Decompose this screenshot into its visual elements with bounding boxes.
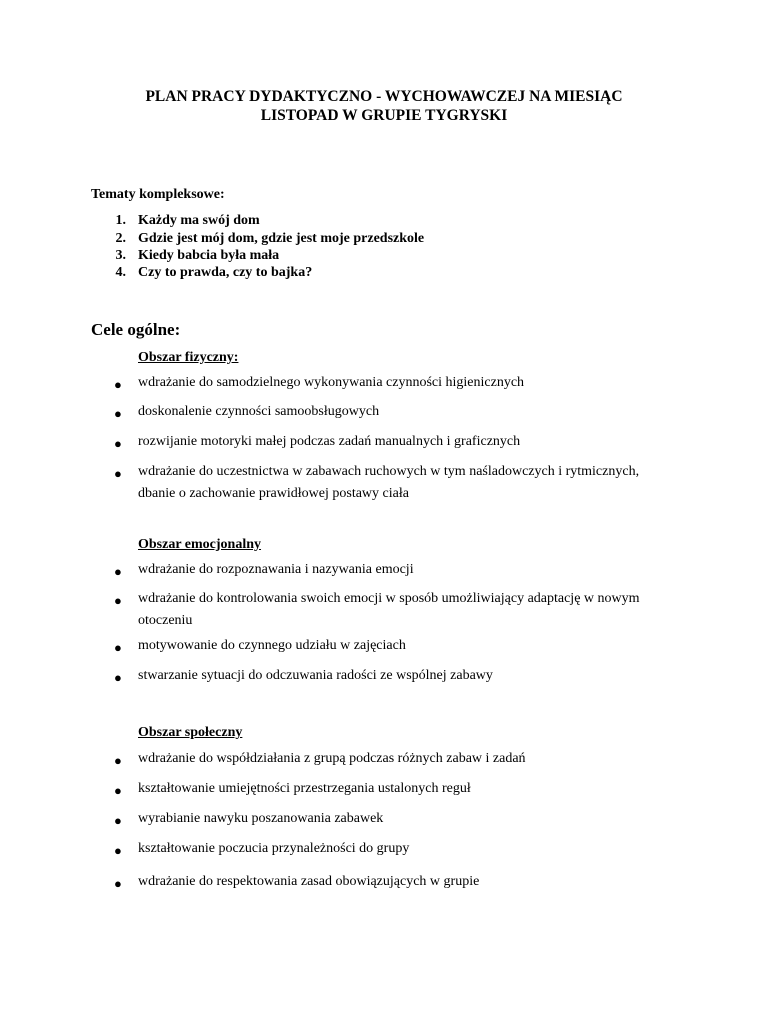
topic-number: 2. bbox=[115, 231, 126, 246]
bullet-icon: ● bbox=[114, 876, 122, 891]
area-heading-emotional: Obszar emocjonalny bbox=[138, 537, 262, 552]
list-item: kształtowanie umiejętności przestrzegania ustalonych reguł bbox=[138, 781, 471, 796]
topic-number: 3. bbox=[115, 248, 126, 263]
bullet-icon: ● bbox=[114, 466, 122, 481]
goals-label: Cele ogólne: bbox=[91, 320, 181, 339]
list-item: wdrażanie do uczestnictwa w zabawach ruchowych w tym naśladowczych i rytmicznych, dbanie o zachowanie prawidłowej postawy ciała bbox=[138, 464, 640, 501]
topics-label: Tematy kompleksowe: bbox=[91, 187, 225, 202]
document-title-line1: PLAN PRACY DYDAKTYCZNO - WYCHOWAWCZEJ NA MIESIĄC bbox=[145, 88, 623, 105]
list-item: doskonalenie czynności samoobsługowych bbox=[138, 404, 380, 419]
document-title-line2: LISTOPAD W GRUPIE TYGRYSKI bbox=[260, 107, 508, 124]
topic-item: Każdy ma swój dom bbox=[138, 213, 260, 228]
list-item: motywowanie do czynnego udziału w zajęciach bbox=[138, 638, 406, 653]
list-item: wdrażanie do samodzielnego wykonywania czynności higienicznych bbox=[138, 375, 525, 390]
topic-item: Kiedy babcia była mała bbox=[138, 248, 280, 263]
area-heading-social: Obszar społeczny bbox=[138, 725, 243, 740]
list-item: rozwijanie motoryki małej podczas zadań manualnych i graficznych bbox=[138, 434, 521, 449]
bullet-icon: ● bbox=[114, 593, 122, 608]
bullet-icon: ● bbox=[114, 377, 122, 392]
bullet-icon: ● bbox=[114, 640, 122, 655]
list-item: kształtowanie poczucia przynależności do grupy bbox=[138, 841, 410, 856]
topic-number: 4. bbox=[115, 265, 126, 280]
list-item: wdrażanie do rozpoznawania i nazywania emocji bbox=[138, 562, 414, 577]
bullet-icon: ● bbox=[114, 813, 122, 828]
list-item: wdrażanie do respektowania zasad obowiązujących w grupie bbox=[138, 874, 480, 889]
bullet-icon: ● bbox=[114, 436, 122, 451]
list-item: wdrażanie do współdziałania z grupą podczas różnych zabaw i zadań bbox=[138, 751, 526, 766]
bullet-icon: ● bbox=[114, 843, 122, 858]
bullet-icon: ● bbox=[114, 783, 122, 798]
bullet-icon: ● bbox=[114, 406, 122, 421]
list-item: wyrabianie nawyku poszanowania zabawek bbox=[138, 811, 384, 826]
bullet-icon: ● bbox=[114, 753, 122, 768]
list-item: wdrażanie do kontrolowania swoich emocji w sposób umożliwiający adaptację w nowym otoczeniu bbox=[138, 591, 640, 628]
topic-number: 1. bbox=[115, 213, 126, 228]
area-heading-physical: Obszar fizyczny: bbox=[138, 350, 239, 365]
topic-item: Gdzie jest mój dom, gdzie jest moje przedszkole bbox=[138, 231, 425, 246]
bullet-icon: ● bbox=[114, 670, 122, 685]
list-item: stwarzanie sytuacji do odczuwania radości ze wspólnej zabawy bbox=[138, 668, 493, 683]
bullet-icon: ● bbox=[114, 564, 122, 579]
topic-item: Czy to prawda, czy to bajka? bbox=[138, 265, 313, 280]
